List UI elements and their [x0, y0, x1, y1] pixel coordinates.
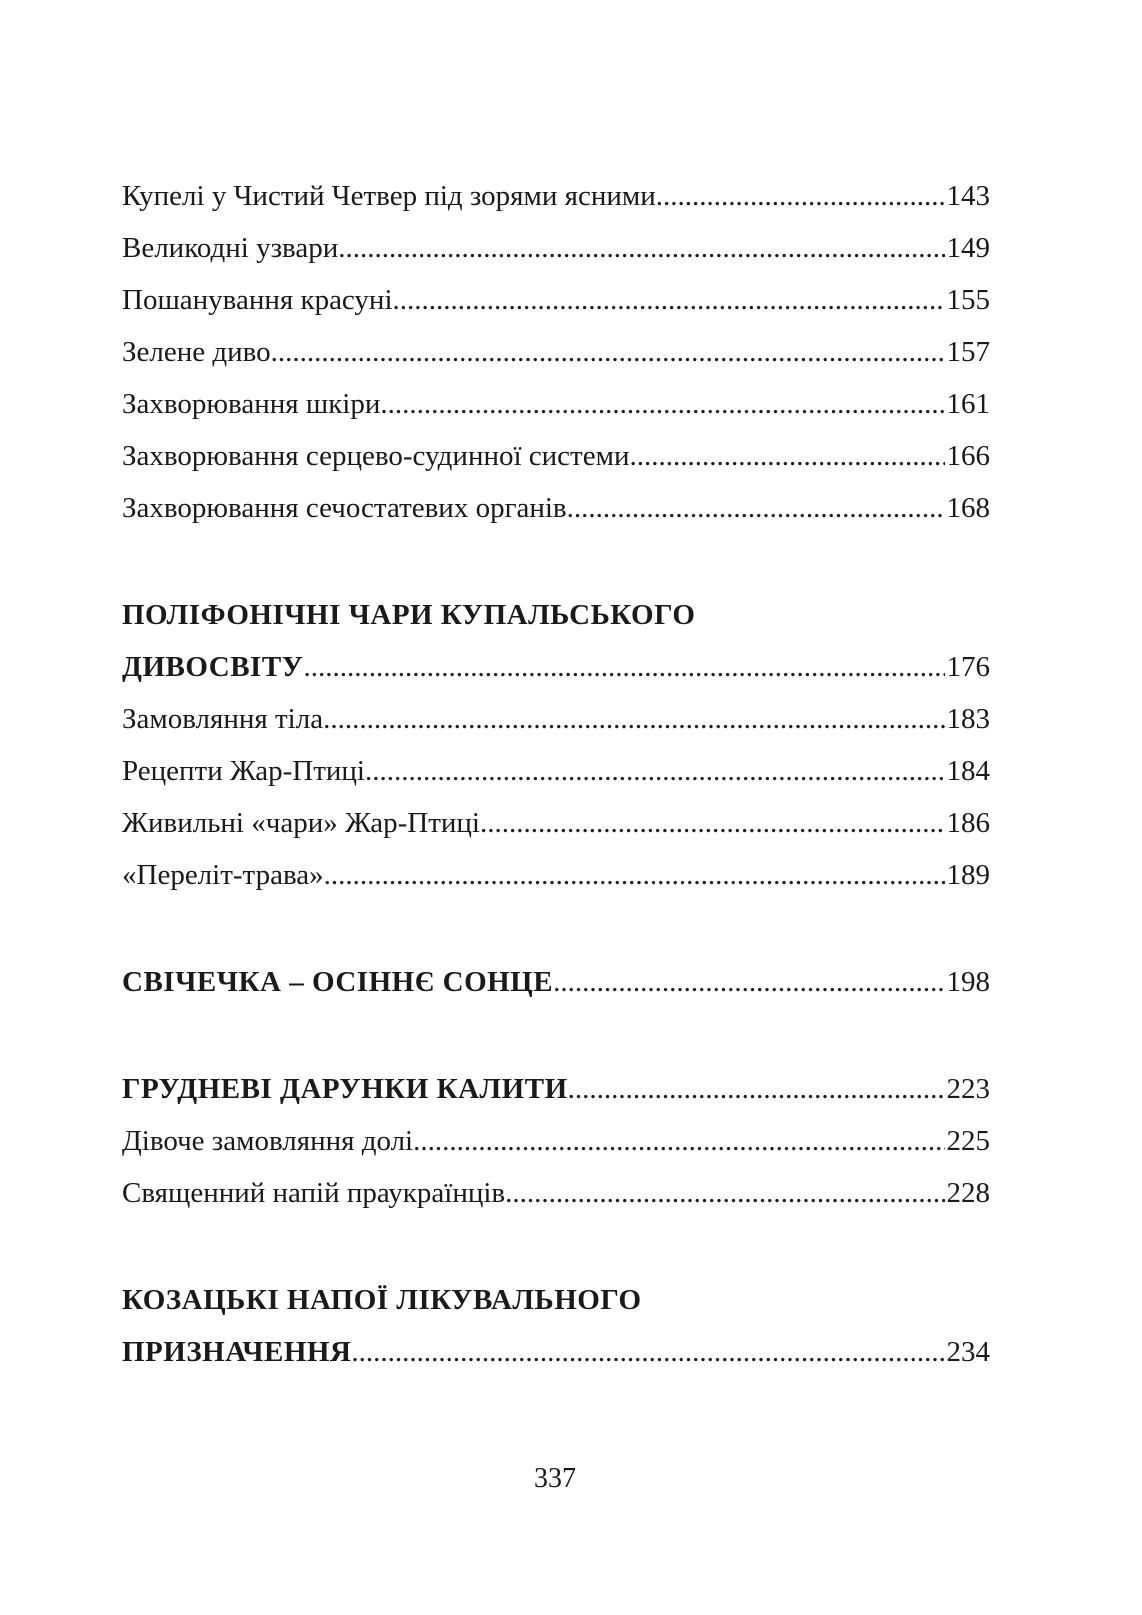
toc-entry-row: [122, 1167, 990, 1219]
section-gap: [122, 534, 990, 589]
toc-entry-label: Зелене диво: [122, 336, 271, 368]
toc-page-number: 176: [946, 651, 990, 683]
toc-page-number: 189: [946, 859, 990, 891]
toc-page-number: 234: [946, 1336, 990, 1368]
toc-entry-label: Купелі у Чистий Четвер під зорями ясними: [122, 180, 656, 212]
toc-page-number: 143: [946, 180, 990, 212]
toc-entry-label: Священний напій праукраїнців: [122, 1177, 506, 1209]
toc-entry-row: [122, 693, 990, 745]
toc-entry-label: Захворювання серцево-судинної системи: [122, 440, 630, 472]
toc-heading-label: ДИВОСВІТУ: [122, 651, 304, 683]
toc-entry-row: [122, 849, 990, 901]
toc-entry-row: [122, 797, 990, 849]
toc-page-number: 223: [946, 1073, 990, 1105]
toc-page-number: 166: [946, 440, 990, 472]
toc-leader-dots: [271, 326, 945, 378]
toc-entry-row: [122, 430, 990, 482]
toc-page-number: 183: [946, 703, 990, 735]
toc-leader-dots: [323, 693, 944, 745]
toc-list: [122, 170, 990, 1378]
toc-page-number: 198: [946, 966, 990, 998]
toc-heading-label: ПРИЗНАЧЕННЯ: [122, 1336, 352, 1368]
toc-page-number: 228: [946, 1177, 990, 1209]
toc-page-number: 168: [946, 492, 990, 524]
toc-heading-row: [122, 641, 990, 693]
toc-heading-label: КОЗАЦЬКІ НАПОЇ ЛІКУВАЛЬНОГО: [122, 1284, 642, 1316]
toc-entry-row: [122, 482, 990, 534]
toc-entry-row: [122, 222, 990, 274]
toc-entry-label: Захворювання сечостатевих органів: [122, 492, 567, 524]
toc-entry-row: [122, 745, 990, 797]
toc-leader-dots: [505, 1167, 944, 1219]
toc-page-number: 149: [946, 232, 990, 264]
toc-heading-row: [122, 1063, 990, 1115]
toc-entry-label: Великодні узвари: [122, 232, 339, 264]
toc-page-number: 161: [946, 388, 990, 420]
toc-entry-label: Дівоче замовляння долі: [122, 1125, 414, 1157]
toc-entry-label: «Переліт-трава»: [122, 859, 324, 891]
toc-entry-row: [122, 274, 990, 326]
section-gap: [122, 1219, 990, 1274]
toc-entry-label: Живильні «чари» Жар-Птиці: [122, 807, 480, 839]
toc-leader-dots: [338, 222, 944, 274]
toc-leader-dots: [568, 1063, 945, 1115]
toc-heading-label: ПОЛІФОНІЧНІ ЧАРИ КУПАЛЬСЬКОГО: [122, 599, 696, 631]
toc-entry-row: [122, 1115, 990, 1167]
toc-heading-row: [122, 589, 990, 641]
toc-heading-row: [122, 1274, 990, 1326]
toc-page-number: 225: [946, 1125, 990, 1157]
toc-leader-dots: [351, 1326, 944, 1378]
toc-entry-label: Замовляння тіла: [122, 703, 324, 735]
toc-entry-row: [122, 378, 990, 430]
toc-heading-label: СВІЧЕЧКА – ОСІННЄ СОНЦЕ: [122, 966, 554, 998]
toc-leader-dots: [413, 1115, 944, 1167]
toc-leader-dots: [365, 745, 945, 797]
toc-heading-label: ГРУДНЕВІ ДАРУНКИ КАЛИТИ: [122, 1073, 568, 1105]
footer-page-number: 337: [534, 1463, 576, 1494]
toc-page-number: 186: [946, 807, 990, 839]
toc-page-number: 157: [946, 336, 990, 368]
toc-entry-row: [122, 326, 990, 378]
toc-leader-dots: [553, 956, 944, 1008]
toc-heading-row: [122, 1326, 990, 1378]
toc-leader-dots: [656, 170, 945, 222]
toc-leader-dots: [629, 430, 944, 482]
toc-page-number: 184: [946, 755, 990, 787]
section-gap: [122, 901, 990, 956]
toc-leader-dots: [303, 641, 944, 693]
toc-entry-row: [122, 170, 990, 222]
toc-entry-label: Пошанування красуні: [122, 284, 393, 316]
toc-entry-label: Захворювання шкіри: [122, 388, 381, 420]
toc-leader-dots: [324, 849, 945, 901]
toc-leader-dots: [567, 482, 945, 534]
section-gap: [122, 1008, 990, 1063]
toc-leader-dots: [480, 797, 945, 849]
toc-page-number: 155: [946, 284, 990, 316]
toc-leader-dots: [393, 274, 945, 326]
toc-entry-label: Рецепти Жар-Птиці: [122, 755, 365, 787]
toc-heading-row: [122, 956, 990, 1008]
toc-leader-dots: [380, 378, 944, 430]
